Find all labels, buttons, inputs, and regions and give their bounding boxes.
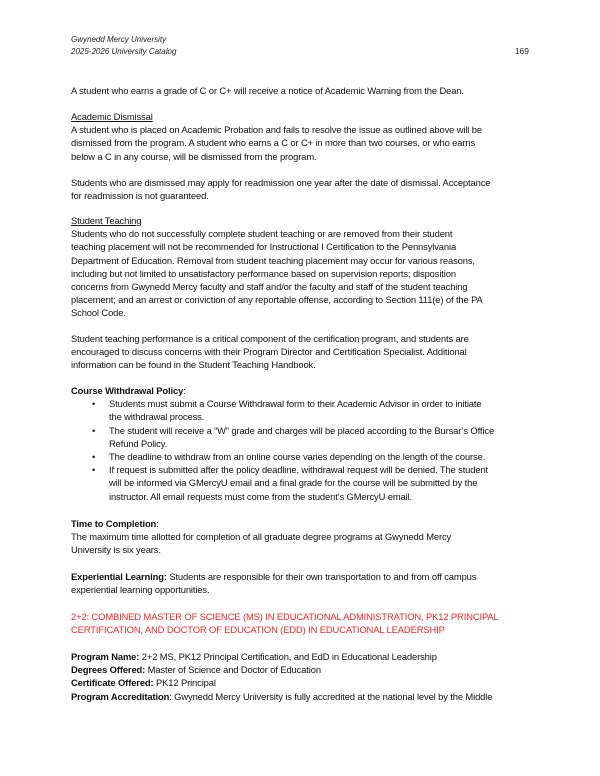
- heading-line: CERTIFICATION, AND DOCTOR OF EDUCATION (EDD) IN EDUCATIONAL LEADERSHIP: [71, 624, 445, 636]
- text-line: Refund Policy.: [109, 437, 168, 449]
- institution-name: Gwynedd Mercy University: [71, 35, 167, 44]
- section-heading: Academic Dismissal: [71, 111, 153, 122]
- info-row: [71, 663, 492, 676]
- info-row: [71, 676, 492, 689]
- text-line: The maximum time allotted for completion of all graduate degree programs at Gwynedd Mercy: [71, 531, 452, 543]
- text-line: Students are responsible for their own transportation to and from off campus: [166, 571, 477, 582]
- text-line: The deadline to withdraw from an online course varies depending on the length of the course.: [109, 451, 486, 463]
- text-line: A student who earns a grade of C or C+ will receive a notice of Academic Warning from the Dean.: [71, 85, 464, 96]
- info-row: [71, 650, 492, 663]
- readmission-paragraph: [71, 176, 490, 202]
- program-heading: [71, 610, 499, 636]
- dismissal-section: [71, 110, 482, 163]
- text-line: Students who are dismissed may apply for readmission one year after the date of dismissal. Acceptance: [71, 177, 491, 188]
- program-info: [71, 650, 492, 703]
- info-value: : Gwynedd Mercy University is fully accredited at the national level by the Middle: [169, 690, 493, 702]
- list-item: [71, 463, 494, 503]
- text-line: School Code.: [71, 307, 126, 319]
- performance-paragraph: [71, 332, 469, 372]
- bullet-icon: •: [92, 398, 96, 410]
- info-value: Master of Science and Doctor of Education: [145, 664, 321, 676]
- text-line: including but not limited to unsatisfactory performance based on supervision reports; disposition: [71, 267, 456, 279]
- text-line: Students must submit a Course Withdrawal form to their Academic Advisor in order to initiate: [109, 398, 482, 410]
- colon: :: [183, 385, 186, 396]
- info-value: PK12 Principal: [153, 677, 216, 689]
- text-line: Department of Education. Removal from student teaching placement may occur for various reasons,: [71, 254, 475, 266]
- text-line: A student who is placed on Academic Probation and fails to resolve the issue as outlined above will be: [71, 124, 482, 136]
- text-line: If request is submitted after the policy deadline, withdrawal request will be denied. The student: [109, 464, 489, 476]
- text-line: Students who do not successfully complete student teaching or are removed from their student: [71, 228, 453, 240]
- text-line: the withdrawal process.: [109, 411, 205, 423]
- text-line: The student will receive a “W” grade and charges will be placed according to the Bursar’s Office: [109, 424, 495, 436]
- bullet-icon: •: [92, 451, 96, 463]
- info-label: Certificate Offered:: [71, 677, 154, 689]
- section-heading: Time to Completion: [71, 518, 157, 529]
- text-line: information can be found in the Student Teaching Handbook.: [71, 359, 316, 371]
- student-teaching-section: [71, 214, 483, 320]
- info-row: [71, 690, 492, 703]
- info-label: Program Name:: [71, 651, 140, 662]
- text-line: below a C in any course, will be dismissed from the program.: [71, 150, 317, 162]
- warning-paragraph: [71, 84, 464, 97]
- section-label: Experiential Learning:: [71, 571, 167, 582]
- text-line: for readmission is not guaranteed.: [71, 190, 209, 202]
- text-line: placement; and an arrest or conviction of any reportable offense, according to Section 111(e) of the PA: [71, 294, 483, 306]
- text-line: teaching placement will not be recommended for Instructional I Certification to the Pennsylvania: [71, 241, 457, 253]
- text-line: University is six years.: [71, 544, 161, 556]
- list-item: [71, 424, 494, 450]
- withdrawal-list: [71, 397, 494, 503]
- catalog-title: 2025-2026 University Catalog: [71, 47, 177, 56]
- colon: :: [156, 518, 159, 529]
- info-value: 2+2 MS, PK12 Principal Certification, and EdD in Educational Leadership: [139, 651, 437, 662]
- bullet-icon: •: [92, 424, 96, 436]
- section-heading: Course Withdrawal Policy: [71, 385, 184, 396]
- text-line: instructor. All email requests must come from the student’s GMercyU email.: [109, 490, 413, 502]
- heading-line: 2+2: COMBINED MASTER OF SCIENCE (MS) IN EDUCATIONAL ADMINISTRATION, PK12 PRINCIPAL: [71, 611, 499, 622]
- running-header: [71, 34, 176, 58]
- bullet-icon: •: [92, 464, 96, 476]
- list-item: [71, 450, 494, 463]
- text-line: will be informed via GMercyU email and a final grade for the course will be submitted by the: [109, 477, 478, 489]
- page-number: 169: [514, 46, 529, 56]
- info-label: Program Accreditation: [71, 690, 170, 702]
- completion-section: [71, 517, 451, 557]
- withdrawal-section: [71, 384, 494, 503]
- text-line: experiential learning opportunities.: [71, 584, 210, 596]
- section-heading: Student Teaching: [71, 215, 142, 226]
- text-line: Student teaching performance is a critical component of the certification program, and students are: [71, 333, 469, 344]
- experiential-section: [71, 570, 476, 596]
- text-line: concerns from Gwynedd Mercy faculty and staff and/or the faculty and staff of the student teaching: [71, 281, 468, 293]
- text-line: encouraged to discuss concerns with their Program Director and Certification Specialist. Additional: [71, 346, 467, 358]
- info-label: Degrees Offered:: [71, 664, 146, 676]
- list-item: [71, 397, 494, 423]
- text-line: dismissed from the program. A student who earns a C or C+ in more than two courses, or who earns: [71, 137, 476, 149]
